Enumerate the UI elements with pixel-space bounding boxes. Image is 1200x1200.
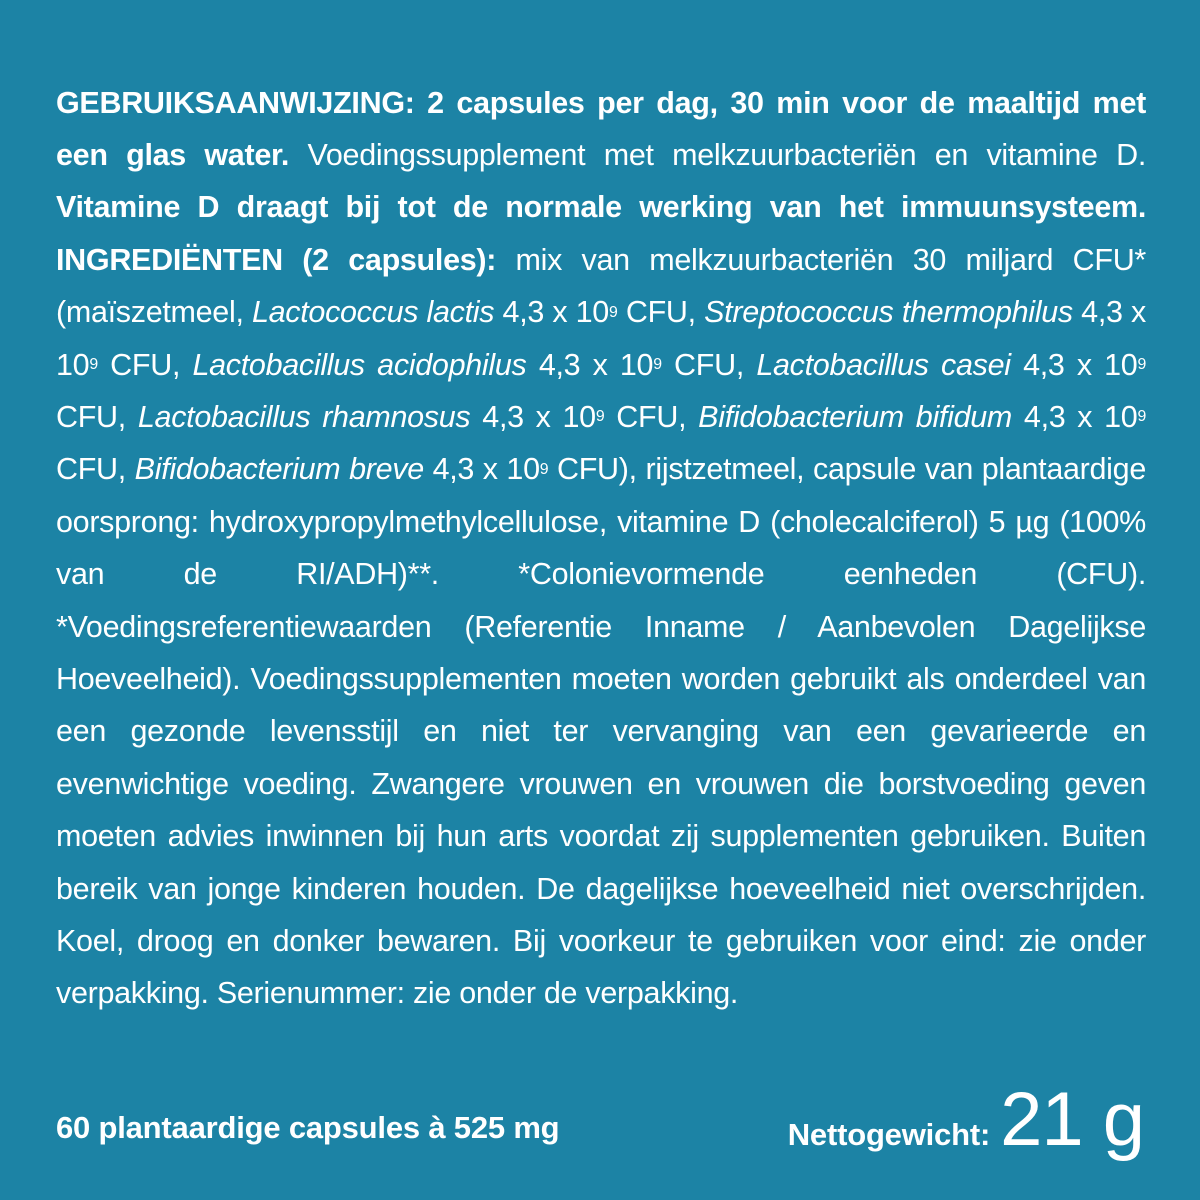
strain-count: 4,3 x 10 [56,295,1146,382]
strain-exponent: 9 [1137,355,1146,373]
usage-instructions: GEBRUIKSAANWIJZING: 2 capsules per dag, 30 min voor de maaltijd met een glas water. [56,85,1146,172]
net-weight [787,1077,1144,1162]
strain-count: 4,3 x 10 [1023,347,1138,382]
capsule-count: 60 plantaardige capsules à 525 mg [56,1110,560,1145]
strain-unit: CFU [625,295,688,330]
strain-exponent: 9 [595,408,605,426]
strain-count: 4,3 x 10 [1023,399,1138,434]
strain-unit: CFU [56,399,118,434]
strain-exponent: 9 [1137,408,1147,426]
strain-exponent: 9 [539,460,549,478]
strain-name: Bifidobacterium bifidum [698,399,1012,434]
strain-unit: CFU [56,452,118,487]
strain-exponent: 9 [653,355,662,373]
strain-name: Lactobacillus rhamnosus [137,399,471,434]
strain-exponent: 9 [608,303,618,321]
strain-count: 4,3 x 10 [502,295,609,330]
strain-count: 4,3 x 10 [538,347,654,382]
strain-name: Streptococcus thermophilus [704,295,1073,330]
net-weight-value: 21 g [1000,1077,1144,1162]
strain-unit: CFU [616,399,679,434]
strain-unit: CFU [674,347,736,382]
strain-name: Bifidobacterium breve [134,452,424,487]
net-weight-label: Nettogewicht: [787,1117,991,1152]
ingredients-heading: INGREDIËNTEN (2 capsules): [56,242,497,277]
strain-name: Lactobacillus casei [756,347,1011,382]
strain-count: 4,3 x 10 [432,452,540,487]
strain-name: Lactobacillus acidophilus [192,347,527,382]
strain-unit: CFU [556,452,619,487]
strain-exponent: 9 [89,355,98,373]
ingredients-intro: mix van melkzuurbacteriën 30 miljard CFU* (maïszetmeel, [56,242,1146,330]
label-body-text: GEBRUIKSAANWIJZING: 2 capsules per dag, 30 min voor de maaltijd met een glas water. Voedingssupplement met melkzuurbacteriën en vitamine D. Vitamine D draagt bij tot de normale werking van het immuunsysteem. INGREDIËNTEN (2 capsules): mix van melkzuurbacteriën 30 miljard CFU* (maïszetmeel, Lactococcus lactis 4,3 x $10^9$ CFU, Streptococcus thermophilus 4,3 x $10^9$ CFU, Lactobacillus acidophilus 4,3 x $10^9$ CFU, Lactobacillus casei 4,3 x $10^9$ CFU, Lactobacillus rhamnosus 4,3 x $10^9$ CFU, Bifidobacterium bifidum 4,3 x $10^9$ CFU, Bifidobacterium breve 4,3 x $10^9$ CFU), rijstzetmeel, capsule van plantaardige oorsprong: hydroxypropylmethylcellulose, vitamine D (cholecalciferol) 5 µg (100% van de RI/ADH)**. *Colonievormende eenheden (CFU). *Voedingsreferentiewaarden (Referentie Inname / Aanbevolen Dagelijkse Hoeveelheid). Voedingssupplementen moeten worden gebruikt als onderdeel van een gezonde levensstijl en niet ter vervanging van een gevarieerde en evenwichtige voeding. Zwangere vrouwen en vrouwen die borstvoeding geven moeten advies inwinnen bij hun arts voordat zij supplementen gebruiken. Buiten bereik van jonge kinderen houden. De dagelijkse hoeveelheid niet overschrijden. Koel, droog en donker bewaren. Bij voorkeur te gebruiken voor eind: zie onder verpakking. Serienummer: zie onder de verpakking. [56,85,1147,1011]
strain-name: Lactococcus lactis [251,295,495,330]
ingredients-and-warnings: rijstzetmeel, capsule van plantaardige oorsprong: hydroxypropylmethylcellulose, vitamine D (cholecalciferol) 5 µg (100% van de RI/ADH)**. *Colonievormende eenheden (CFU). *Voedingsreferentiewaarden (Referentie Inname / Aanbevolen Dagelijkse Hoeveelheid). Voedingssupplementen moeten worden gebruikt als onderdeel van een gezonde levensstijl en niet ter vervanging van een gevarieerde en evenwichtige voeding. Zwangere vrouwen en vrouwen die borstvoeding geven moeten advies inwinnen bij hun arts voordat zij supplementen gebruiken. Buiten bereik van jonge kinderen houden. De dagelijkse hoeveelheid niet overschrijden. Koel, droog en donker bewaren. Bij voorkeur te gebruiken voor eind: zie onder verpakking. Serienummer: zie onder de verpakking. [56,452,1146,1011]
health-claim: Vitamine D draagt bij tot de normale werking van het immuunsysteem. [56,190,1146,225]
strain-count: 4,3 x 10 [482,399,596,434]
strain-unit: CFU [110,347,172,382]
product-description: Voedingssupplement met melkzuurbacteriën en vitamine D. [307,137,1146,172]
